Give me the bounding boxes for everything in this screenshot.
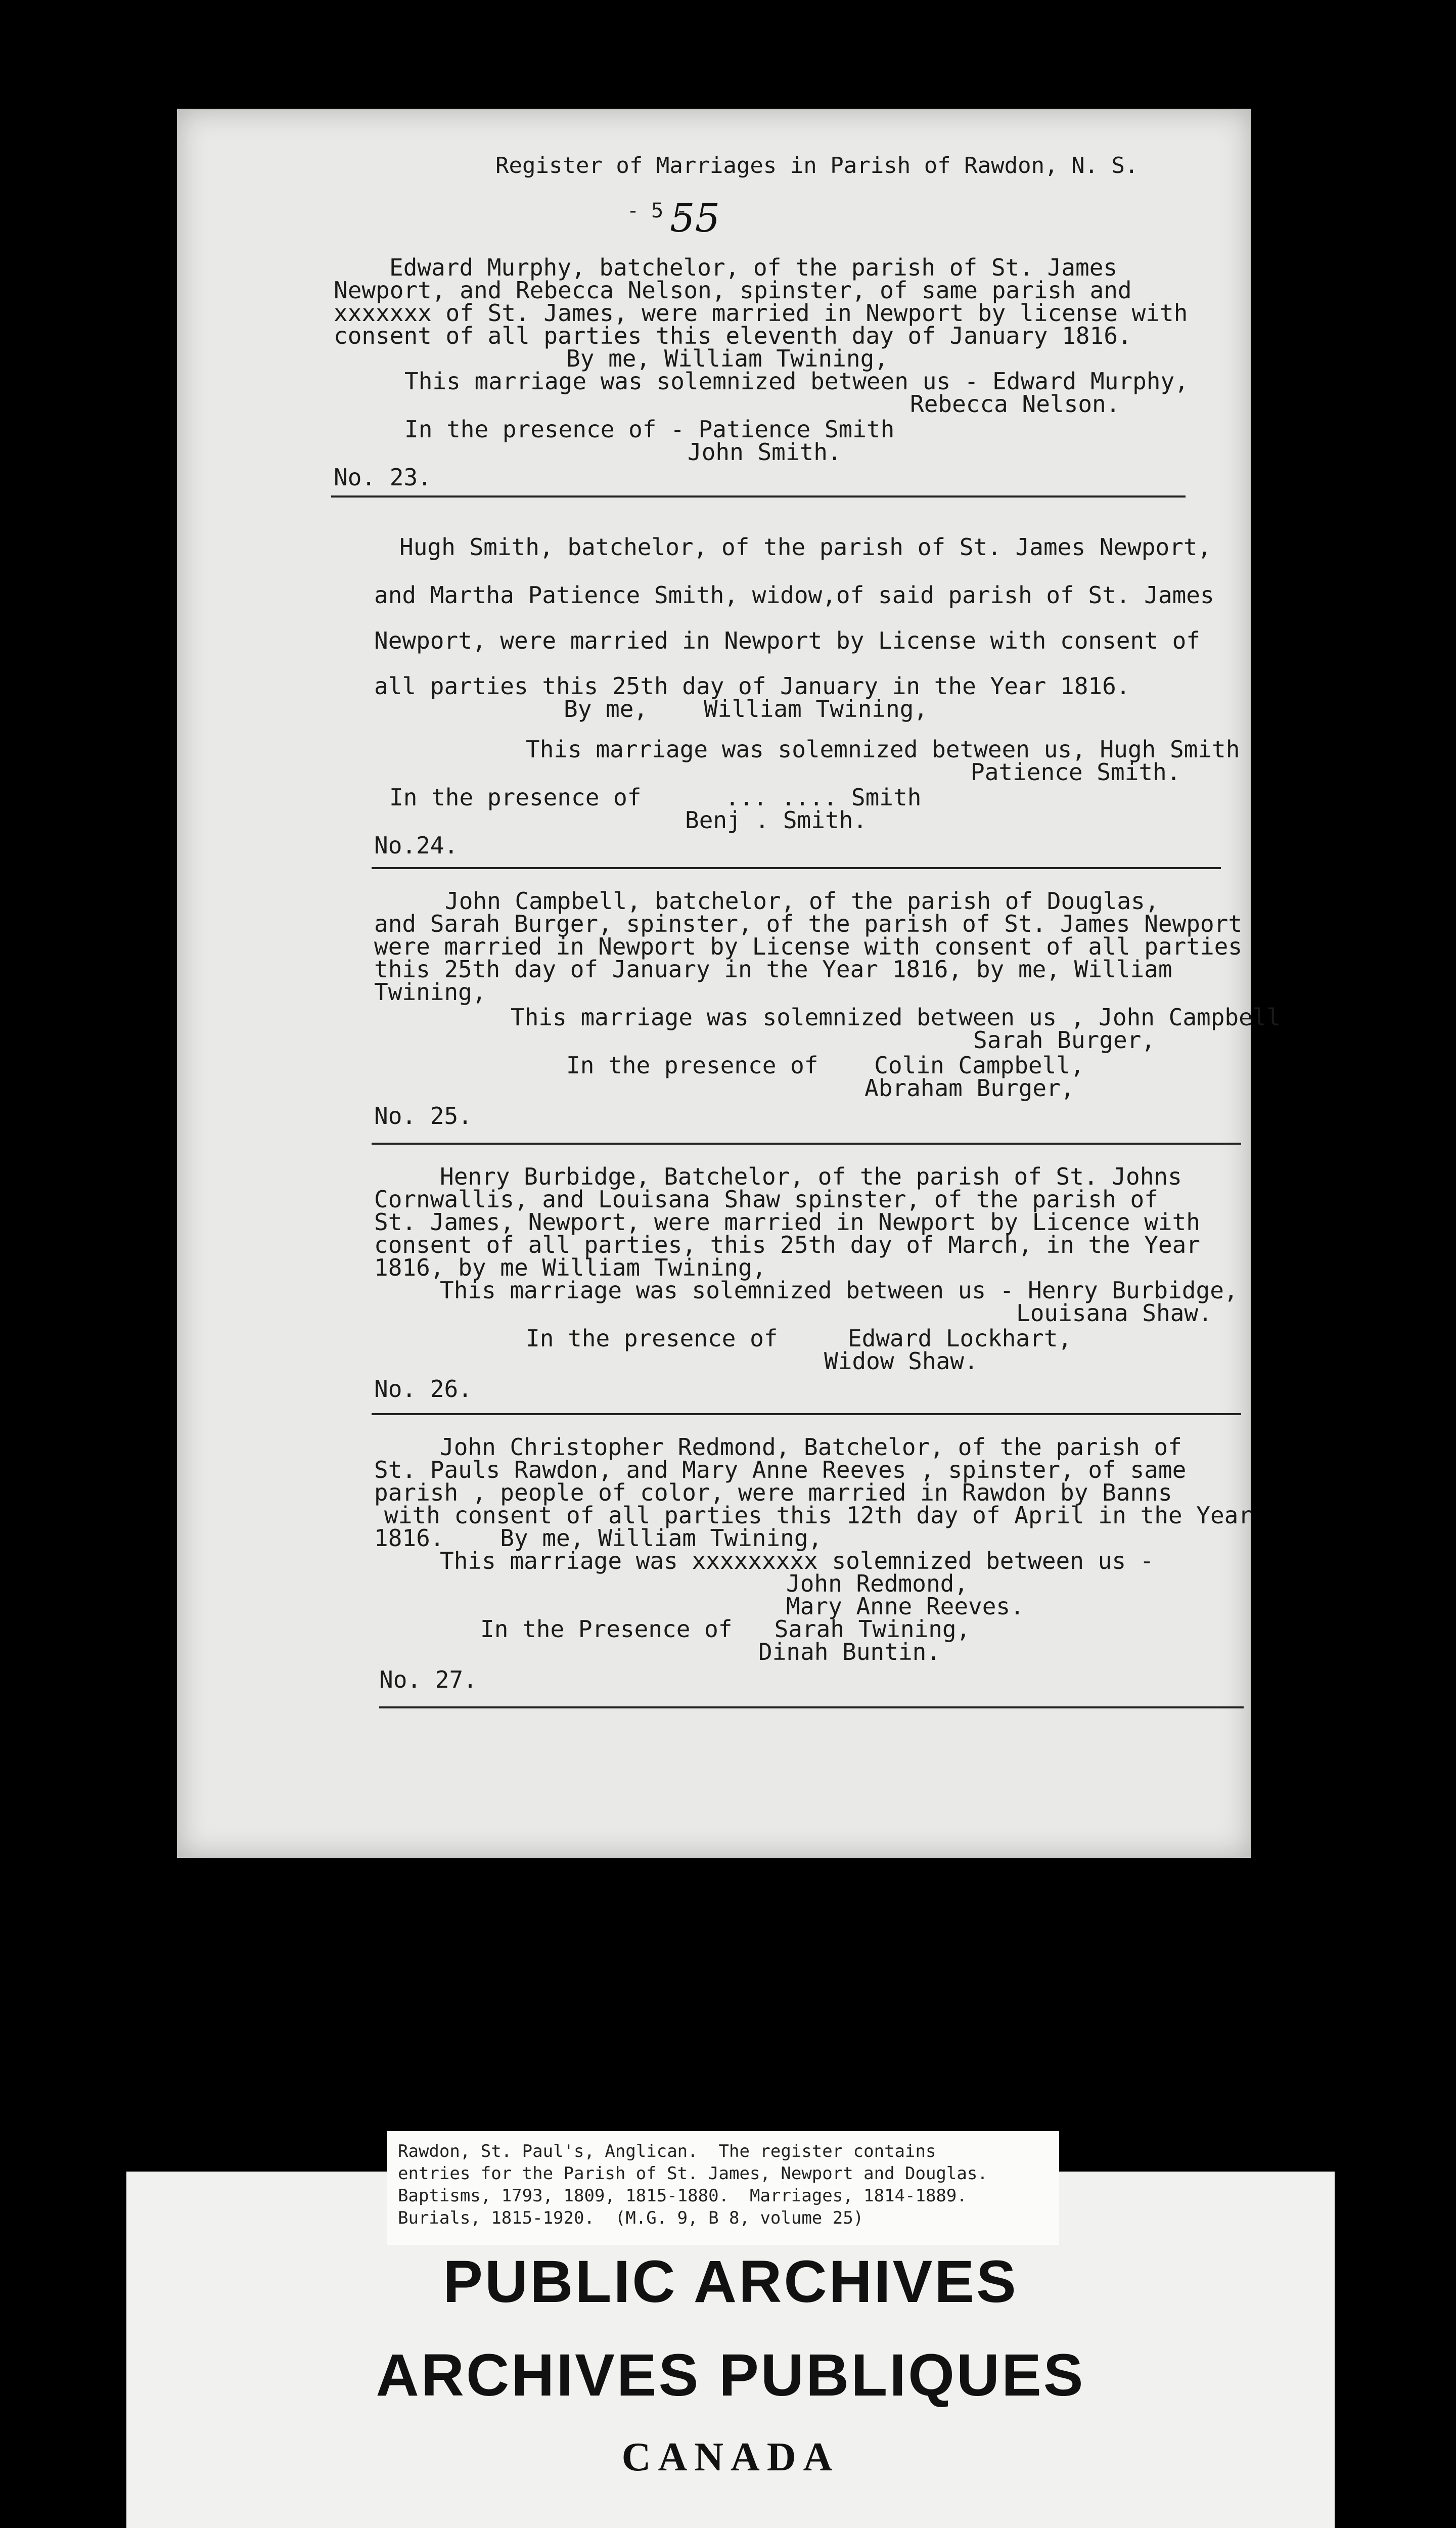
entry-23-line-3: xxxxxxx of St. James, were married in Newport by license with xyxy=(334,299,1188,327)
entry-27-line-7: John Redmond, xyxy=(786,1570,969,1597)
page-title: Register of Marriages in Parish of Rawdon, N. S. xyxy=(495,153,1139,178)
entry-27-line-5: 1816. By me, William Twining, xyxy=(374,1524,823,1552)
entry-26-line-4: consent of all parties, this 25th day of March, in the Year xyxy=(374,1231,1200,1258)
entry-23-line-9: John Smith. xyxy=(688,438,842,466)
note-line-2: entries for the Parish of St. James, Newport and Douglas. xyxy=(398,2163,988,2184)
entry-26-line-2: Cornwallis, and Louisana Shaw spinster, of the parish of xyxy=(374,1186,1158,1213)
entry-separator xyxy=(372,1413,1241,1415)
entry-24-line-6: This marriage was solemnized between us, Hugh Smith xyxy=(526,736,1240,763)
entry-26-line-7: Louisana Shaw. xyxy=(1016,1299,1212,1327)
entry-25-line-4: this 25th day of January in the Year 1816, by me, William xyxy=(374,956,1172,983)
entry-26-line-1: Henry Burbidge, Batchelor, of the parish of St. Johns xyxy=(440,1163,1182,1190)
entry-23-line-5: By me, William Twining, xyxy=(566,345,888,372)
note-line-3: Baptisms, 1793, 1809, 1815-1880. Marriages, 1814-1889. xyxy=(398,2186,967,2206)
entry-27-line-4: with consent of all parties this 12th day of April in the Year xyxy=(384,1502,1253,1529)
entry-24-line-5: By me, William Twining, xyxy=(564,695,928,723)
entry-24-line-4: all parties this 25th day of January in the Year 1816. xyxy=(374,672,1130,700)
entry-27-line-6: This marriage was xxxxxxxxx solemnized between us - xyxy=(440,1547,1154,1574)
entry-25-line-6: This marriage was solemnized between us , John Campbell xyxy=(511,1004,1281,1031)
entry-25-line-9: Abraham Burger, xyxy=(864,1074,1075,1102)
entry-26-line-3: St. James, Newport, were married in Newport by Licence with xyxy=(374,1208,1200,1236)
stamp-public-archives: PUBLIC ARCHIVES xyxy=(443,2248,1018,2315)
entry-26-line-6: This marriage was solemnized between us - Henry Burbidge, xyxy=(440,1277,1238,1304)
entry-25-line-3: were married in Newport by License with consent of all parties xyxy=(374,933,1243,960)
entry-25-line-7: Sarah Burger, xyxy=(973,1026,1156,1054)
entry-24-number: No.24. xyxy=(374,832,459,859)
entry-separator xyxy=(379,1706,1244,1708)
entry-27-line-8: Mary Anne Reeves. xyxy=(786,1593,1024,1620)
entry-23-number: No. 23. xyxy=(334,464,432,491)
typed-page-number: - 5 - xyxy=(627,199,688,222)
entry-25-line-2: and Sarah Burger, spinster, of the parish of St. James Newport xyxy=(374,910,1243,937)
entry-24-line-1: Hugh Smith, batchelor, of the parish of St. James Newport, xyxy=(399,533,1212,561)
entry-23-line-7: Rebecca Nelson. xyxy=(910,390,1120,418)
entry-23-line-4: consent of all parties this eleventh day of January 1816. xyxy=(334,322,1132,349)
entry-23-line-1: Edward Murphy, batchelor, of the parish of St. James xyxy=(389,254,1118,281)
entry-23-line-2: Newport, and Rebecca Nelson, spinster, of same parish and xyxy=(334,277,1132,304)
entry-27-line-9: In the Presence of Sarah Twining, xyxy=(480,1615,971,1643)
entry-26-line-5: 1816, by me William Twining, xyxy=(374,1254,766,1281)
entry-24-line-8: In the presence of ... .... Smith xyxy=(389,784,922,811)
entry-25-line-5: Twining, xyxy=(374,978,486,1006)
register-page xyxy=(177,109,1281,1858)
entry-24-line-9: Benj . Smith. xyxy=(685,806,868,834)
entry-24-line-2: and Martha Patience Smith, widow,of said parish of St. James xyxy=(374,581,1214,609)
entry-23-line-6: This marriage was solemnized between us - Edward Murphy, xyxy=(404,368,1189,395)
entry-25-line-1: John Campbell, batchelor, of the parish of Douglas, xyxy=(445,887,1159,915)
entry-23-line-8: In the presence of - Patience Smith xyxy=(404,416,895,443)
entry-26-line-8: In the presence of Edward Lockhart, xyxy=(526,1325,1072,1352)
archive-note-label xyxy=(387,2131,1059,2245)
note-line-1: Rawdon, St. Paul's, Anglican. The register contains xyxy=(398,2141,936,2161)
handwritten-page-number: 55 xyxy=(670,196,720,241)
entry-27-line-1: John Christopher Redmond, Batchelor, of the parish of xyxy=(440,1433,1182,1461)
note-line-4: Burials, 1815-1920. (M.G. 9, B 8, volume 25) xyxy=(398,2208,864,2228)
entry-27-line-2: St. Pauls Rawdon, and Mary Anne Reeves , spinster, of same xyxy=(374,1456,1187,1483)
entry-separator xyxy=(331,495,1186,498)
entry-separator xyxy=(372,867,1221,869)
stamp-canada: CANADA xyxy=(621,2435,840,2479)
stamp-archives-publiques: ARCHIVES PUBLIQUES xyxy=(376,2342,1085,2409)
entry-26-line-9: Widow Shaw. xyxy=(824,1347,978,1375)
entry-25-line-8: In the presence of Colin Campbell, xyxy=(566,1052,1084,1079)
entry-separator xyxy=(372,1143,1241,1145)
entry-24-line-3: Newport, were married in Newport by License with consent of xyxy=(374,627,1200,654)
entry-27-number: No. 27. xyxy=(379,1666,477,1693)
entry-26-number: No. 26. xyxy=(374,1375,472,1403)
entry-24-line-7: Patience Smith. xyxy=(971,758,1181,786)
entry-27-line-3: parish , people of color, were married in Rawdon by Banns xyxy=(374,1479,1172,1506)
entry-27-line-10: Dinah Buntin. xyxy=(758,1638,941,1665)
entry-25-number: No. 25. xyxy=(374,1102,472,1130)
